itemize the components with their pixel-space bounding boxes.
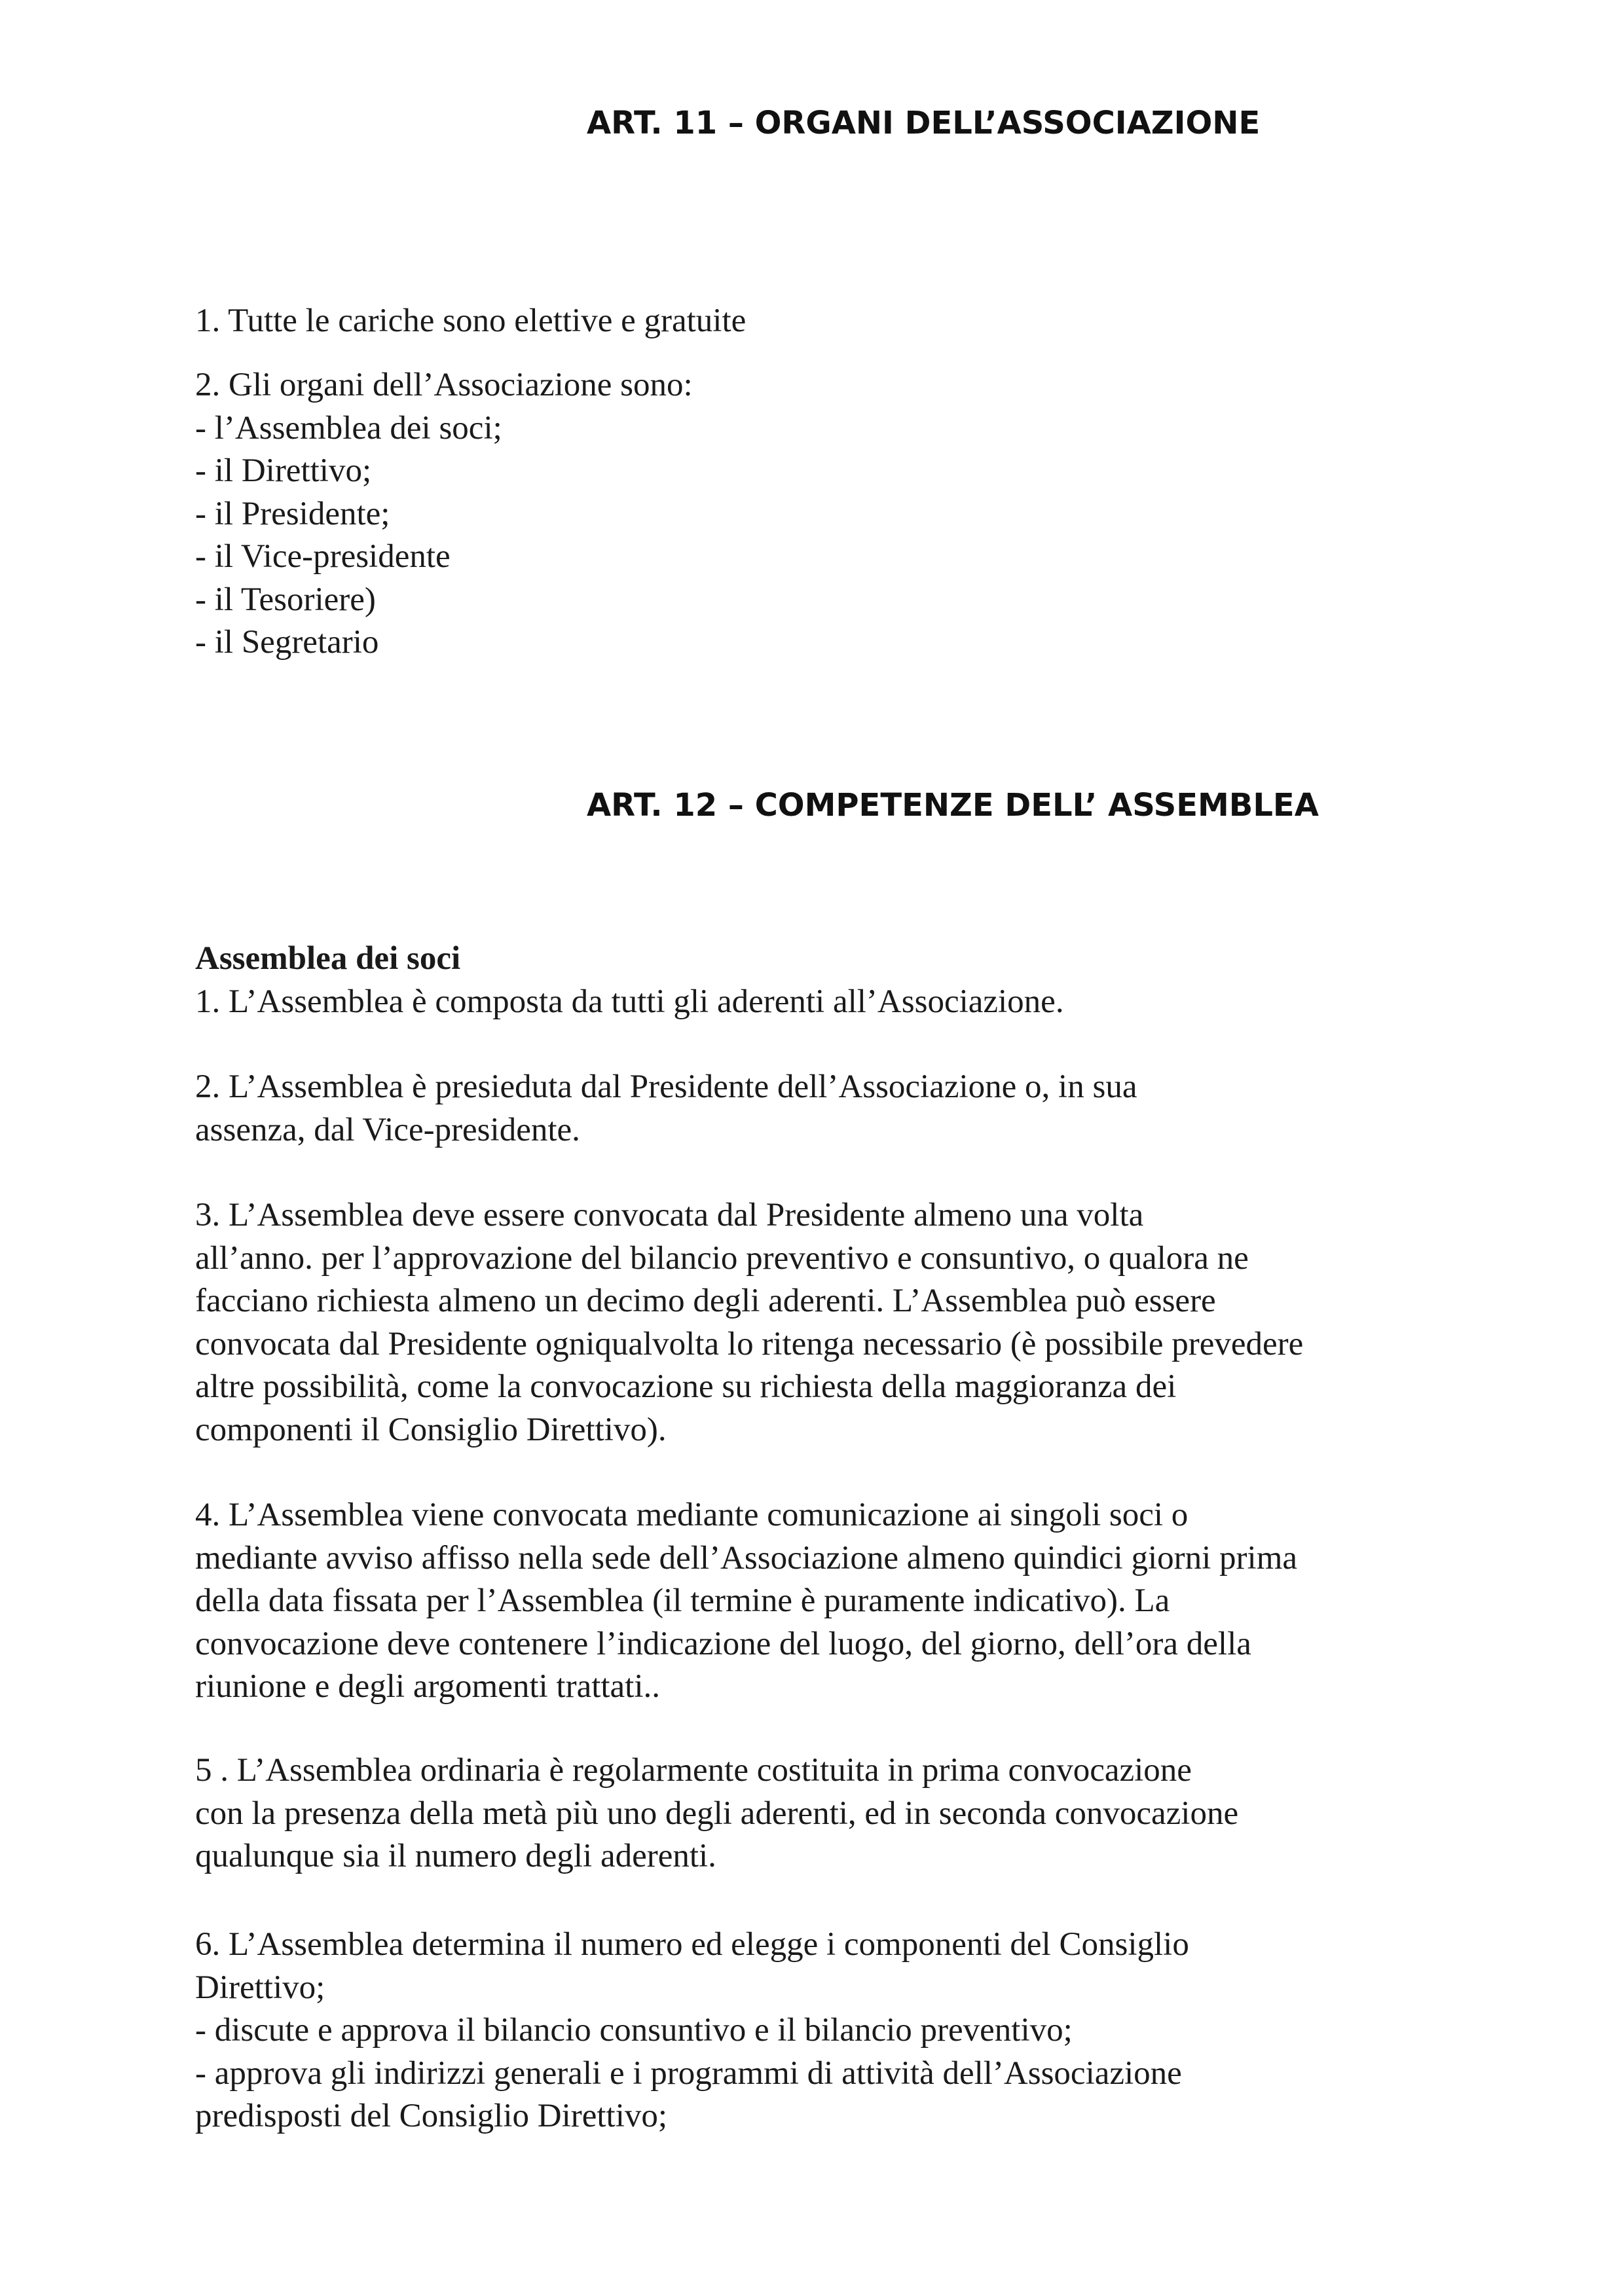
art12-paragraph-4 xyxy=(195,1494,1439,1709)
text-line: facciano richiesta almeno un decimo degli aderenti. L’Assemblea può essere xyxy=(195,1283,1216,1319)
list-item: - discute e approva il bilancio consuntivo e il bilancio preventivo; xyxy=(195,2012,1073,2049)
art12-paragraph-3 xyxy=(195,1194,1439,1451)
text-line: 2. L’Assemblea è presieduta dal Presidente dell’Associazione o, in sua xyxy=(195,1068,1137,1105)
text-line: 1. Tutte le cariche sono elettive e gratuite xyxy=(195,302,747,339)
text-line: convocazione deve contenere l’indicazione del luogo, del giorno, dell’ora della xyxy=(195,1625,1251,1662)
art11-organs-list xyxy=(195,364,1439,665)
text-line: qualunque sia il numero degli aderenti. xyxy=(195,1838,716,1874)
text-line: altre possibilità, come la convocazione su richiesta della maggioranza dei xyxy=(195,1368,1177,1405)
text-line: componenti il Consiglio Direttivo). xyxy=(195,1411,667,1448)
text-line: 3. L’Assemblea deve essere convocata dal Presidente almeno una volta xyxy=(195,1197,1144,1233)
text-line: 6. L’Assemblea determina il numero ed elegge i componenti del Consiglio xyxy=(195,1926,1189,1963)
art12-paragraph-5 xyxy=(195,1749,1439,1878)
text-line: 4. L’Assemblea viene convocata mediante comunicazione ai singoli soci o xyxy=(195,1497,1189,1533)
text-line: 2. Gli organi dell’Associazione sono: xyxy=(195,367,693,403)
art12-title: ART. 12 – COMPETENZE DELL’ ASSEMBLEA xyxy=(587,787,1319,824)
text-line: convocata dal Presidente ogniqualvolta lo ritenga necessario (è possibile prevedere xyxy=(195,1325,1304,1362)
text-line: predisposti del Consiglio Direttivo; xyxy=(195,2098,668,2134)
list-item: - approva gli indirizzi generali e i programmi di attività dell’Associazione xyxy=(195,2054,1182,2092)
text-line: 5 . L’Assemblea ordinaria è regolarmente costituita in prima convocazione xyxy=(195,1752,1192,1789)
art12-paragraph-2 xyxy=(195,1066,1439,1152)
art11-title: ART. 11 – ORGANI DELL’ASSOCIAZIONE xyxy=(587,105,1261,141)
text-line: con la presenza della metà più uno degli aderenti, ed in seconda convocazione xyxy=(195,1795,1239,1832)
text-line: della data fissata per l’Assemblea (il termine è puramente indicativo). La xyxy=(195,1582,1170,1619)
text-line: all’anno. per l’approvazione del bilancio preventivo e consuntivo, o qualora ne xyxy=(195,1239,1249,1277)
text-line: Direttivo; xyxy=(195,1969,325,2006)
text-line: riunione e degli argomenti trattati.. xyxy=(195,1668,661,1705)
text-line: mediante avviso affisso nella sede dell’Associazione almeno quindici giorni prima xyxy=(195,1539,1297,1576)
subheading: Assemblea dei soci xyxy=(195,940,461,977)
text-line: 1. L’Assemblea è composta da tutti gli aderenti all’Associazione. xyxy=(195,983,1064,1020)
list-item: - il Direttivo; xyxy=(195,452,372,489)
text-line: assenza, dal Vice-presidente. xyxy=(195,1111,580,1148)
art11-item1 xyxy=(195,300,1439,343)
list-item: - il Tesoriere) xyxy=(195,581,376,618)
list-item: - il Segretario xyxy=(195,624,379,661)
list-item: - il Vice-presidente xyxy=(195,538,451,575)
list-item: - il Presidente; xyxy=(195,495,390,532)
art12-section-1 xyxy=(195,938,1439,1023)
list-item: - l’Assemblea dei soci; xyxy=(195,409,502,446)
art12-paragraph-6 xyxy=(195,1923,1439,2138)
